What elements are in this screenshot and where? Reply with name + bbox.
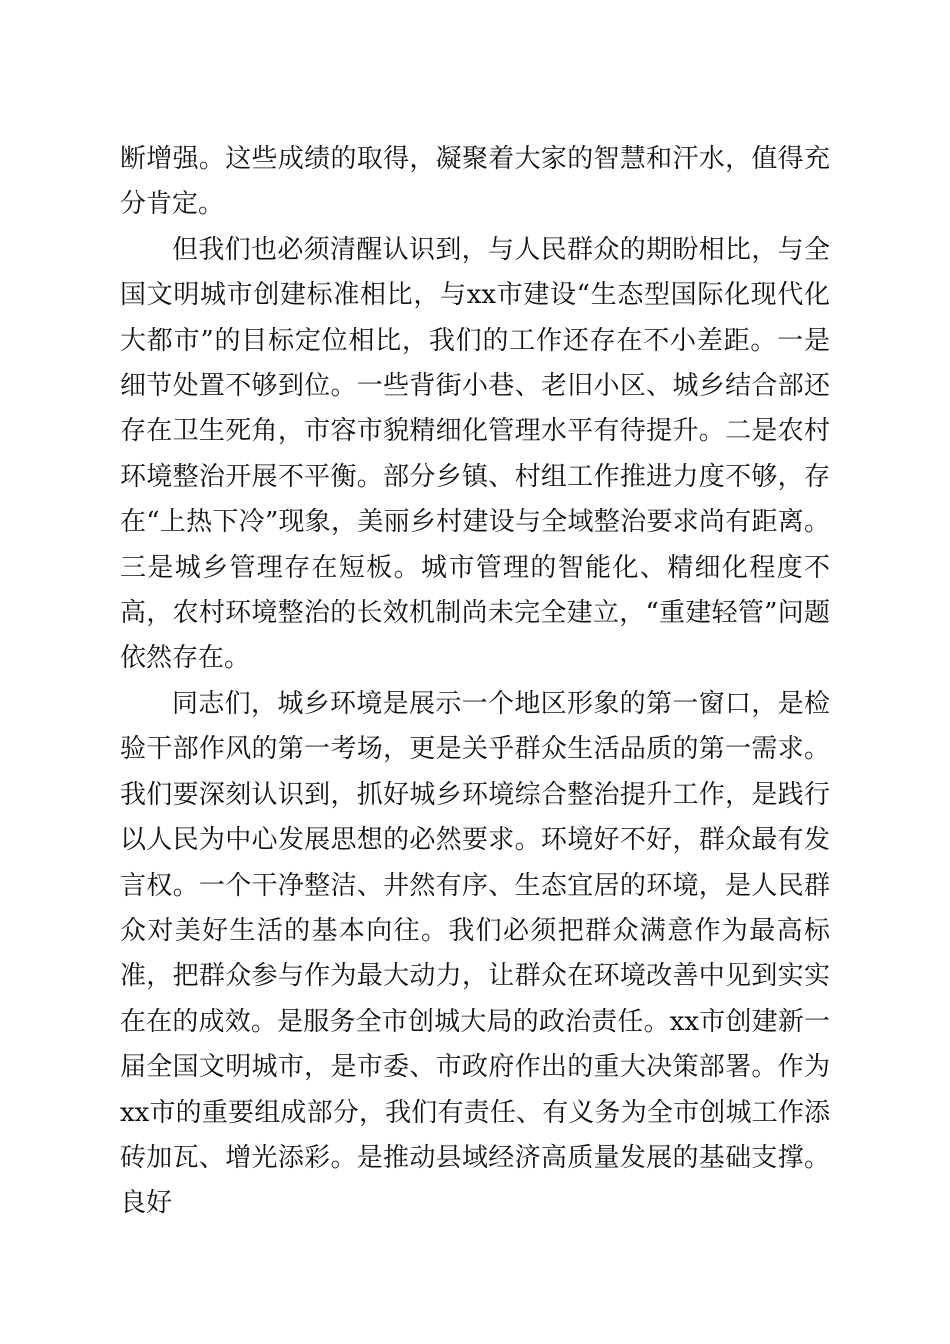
paragraph-significance: 同志们，城乡环境是展示一个地区形象的第一窗口，是检验干部作风的第一考场，更是关乎群众生活品质的第一需求。我们要深刻认识到，抓好城乡环境综合整治提升工作，是践行以人民为中心发展思想的必然要求。环境好不好，群众最有发言权。一个干净整洁、井然有序、生态宜居的环境，是人民群众对美好生活的基本向往。我们必须把群众满意作为最高标准，把群众参与作为最大动力，让群众在环境改善中见到实实在在的成效。是服务全市创城大局的政治责任。xx市创建新一届全国文明城市，是市委、市政府作出的重大决策部署。作为xx市的重要组成部分，我们有责任、有义务为全市创城工作添砖加瓦、增光添彩。是推动县域经济高质量发展的基础支撑。良好 <box>120 688 830 1219</box>
paragraph-continuation: 断增强。这些成绩的取得，凝聚着大家的智慧和汗水，值得充分肯定。 <box>120 144 830 220</box>
paragraph-gaps: 但我们也必须清醒认识到，与人民群众的期盼相比，与全国文明城市创建标准相比，与xx市建设“生态型国际化现代化大都市”的目标定位相比，我们的工作还存在不小差距。一是细节处置不够到位。一些背街小巷、老旧小区、城乡结合部还存在卫生死角，市容市貌精细化管理水平有待提升。二是农村环境整治开展不平衡。部分乡镇、村组工作推进力度不够，存在“上热下冷”现象，美丽乡村建设与全域整治要求尚有距离。三是城乡管理存在短板。城市管理的智能化、精细化程度不高，农村环境整治的长效机制尚未完全建立，“重建轻管”问题依然存在。 <box>120 234 830 674</box>
document-body <box>120 137 830 1227</box>
